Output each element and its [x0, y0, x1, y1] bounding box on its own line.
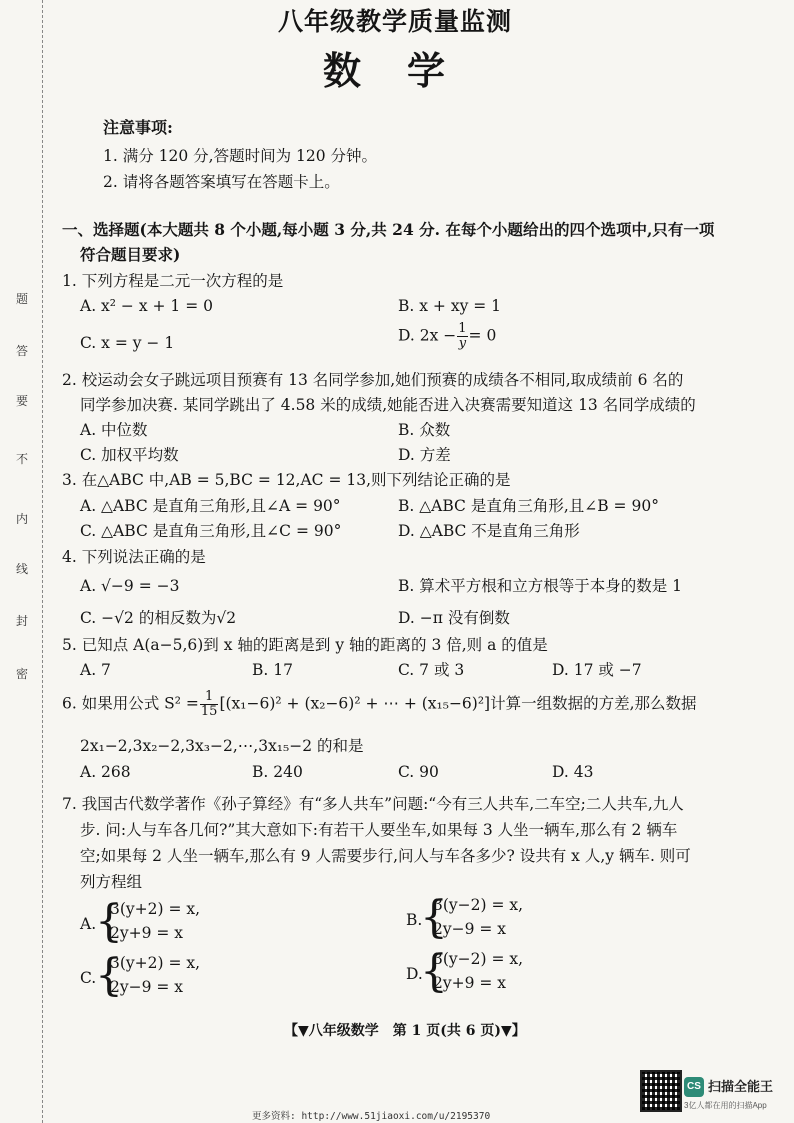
q7-option-c-eq1: 3(y+2) = x, [110, 954, 201, 972]
q2-line1: 2. 校运动会女子跳远项目预赛有 13 名同学参加,她们预赛的成绩各不相同,取成绩前 6 名的 [62, 371, 684, 389]
binding-char: 题 [15, 292, 28, 306]
qr-code-icon [640, 1070, 682, 1112]
section-heading: 一、选择题(本大题共 8 个小题,每小题 3 分,共 24 分. 在每个小题给出的四个选项中,只有一项 [62, 220, 715, 239]
q1-option-a: A. x² − x + 1 = 0 [80, 297, 213, 315]
binding-char: 要 [15, 394, 28, 408]
q3-option-a: A. △ABC 是直角三角形,且∠A = 90° [80, 497, 341, 515]
binding-char: 密 [15, 667, 28, 681]
q7-option-b-eq1: 3(y−2) = x, [433, 896, 524, 914]
camscanner-tagline: 3亿人都在用的扫描App [684, 1101, 767, 1110]
binding-char: 不 [15, 452, 28, 466]
q3-option-d: D. △ABC 不是直角三角形 [398, 522, 580, 540]
q7-option-b-label: B. [406, 911, 423, 929]
brace-icon: { [420, 946, 448, 997]
binding-char: 封 [15, 614, 28, 628]
fraction [457, 322, 467, 351]
q7-option-c-eq2: 2y−9 = x [110, 978, 184, 996]
q4-option-d: D. −π 没有倒数 [398, 609, 510, 627]
binding-char: 内 [15, 512, 28, 526]
q7-line4: 列方程组 [80, 873, 143, 891]
q5-stem: 5. 已知点 A(a−5,6)到 x 轴的距离是到 y 轴的距离的 3 倍,则 a 的值是 [62, 636, 548, 654]
q5-option-c: C. 7 或 3 [398, 661, 465, 679]
q7-line1: 7. 我国古代数学著作《孙子算经》有“多人共车”问题:“今有三人共车,二车空;二人共车,九人 [62, 795, 684, 813]
q4-option-c: C. −√2 的相反数为√2 [80, 609, 237, 627]
notes-heading: 注意事项: [103, 118, 173, 137]
q6-option-b: B. 240 [252, 763, 303, 781]
q6-pre: 6. 如果用公式 S² = [62, 694, 199, 713]
q7-option-b-eq2: 2y−9 = x [433, 920, 507, 938]
q1-option-d [398, 322, 496, 351]
page-footer: 【▼八年级数学 第 1 页(共 6 页)▼】 [284, 1023, 526, 1039]
brace-icon: { [95, 896, 123, 947]
q7-option-d-eq2: 2y+9 = x [433, 974, 507, 992]
more-resources-link[interactable]: 更多资料: http://www.51jiaoxi.com/u/2195370 [252, 1111, 491, 1122]
q5-option-d: D. 17 或 −7 [552, 661, 642, 679]
q2-option-b: B. 众数 [398, 421, 451, 439]
notes-item: 1. 满分 120 分,答题时间为 120 分钟。 [103, 147, 378, 165]
camscanner-name: 扫描全能王 [708, 1079, 774, 1094]
q2-option-a: A. 中位数 [80, 421, 148, 439]
fraction-num: 1 [458, 321, 467, 336]
q6-option-d: D. 43 [552, 763, 594, 781]
q2-option-c: C. 加权平均数 [80, 446, 179, 464]
q7-option-a-label: A. [80, 915, 97, 933]
q7-option-a-eq1: 3(y+2) = x, [110, 900, 201, 918]
q4-option-b: B. 算术平方根和立方根等于本身的数是 1 [398, 577, 683, 595]
q7-option-d-label: D. [406, 965, 423, 983]
subject-title: 数 学 [323, 48, 450, 93]
q1-d-post: = 0 [468, 326, 497, 345]
q1-d-pre: D. 2x − [398, 326, 457, 345]
notes-item: 2. 请将各题答案填写在答题卡上。 [103, 173, 340, 191]
q3-stem: 3. 在△ABC 中,AB = 5,BC = 12,AC = 13,则下列结论正确的是 [62, 471, 511, 489]
fraction-num: 1 [200, 690, 219, 705]
exam-title: 八年级教学质量监测 [278, 7, 513, 36]
binding-dashed-line [42, 0, 43, 1123]
q6-option-c: C. 90 [398, 763, 439, 781]
brace-icon: { [95, 950, 123, 1001]
section-heading-cont: 符合题目要求) [80, 245, 181, 264]
q1-option-c: C. x = y − 1 [80, 334, 175, 352]
q6-option-a: A. 268 [80, 763, 131, 781]
q2-line2: 同学参加决赛. 某同学跳出了 4.58 米的成绩,她能否进入决赛需要知道这 13 名同学成绩的 [80, 396, 696, 414]
binding-char: 答 [15, 344, 28, 358]
q1-stem: 1. 下列方程是二元一次方程的是 [62, 272, 284, 290]
q7-option-c-label: C. [80, 969, 97, 987]
binding-char: 线 [15, 562, 28, 576]
q4-option-a: A. √−9 = −3 [80, 577, 180, 595]
fraction-den: 15 [200, 704, 218, 719]
q6-post: [(x₁−6)² + (x₂−6)² + ⋯ + (x₁₅−6)²]计算一组数据的方差,那么数据 [219, 694, 697, 713]
q5-option-a: A. 7 [80, 661, 111, 679]
q5-option-b: B. 17 [252, 661, 293, 679]
q3-option-c: C. △ABC 是直角三角形,且∠C = 90° [80, 522, 342, 540]
q2-option-d: D. 方差 [398, 446, 451, 464]
q7-option-d-eq1: 3(y−2) = x, [433, 950, 524, 968]
q7-line2: 步. 问:人与车各几何?”其大意如下:有若干人要坐车,如果每 3 人坐一辆车,那么有 2 辆车 [80, 821, 678, 839]
q7-option-a-eq2: 2y+9 = x [110, 924, 184, 942]
q3-option-b: B. △ABC 是直角三角形,且∠B = 90° [398, 497, 659, 515]
fraction-den: y [458, 336, 467, 351]
q7-line3: 空;如果每 2 人坐一辆车,那么有 9 人需要步行,问人与车各多少? 设共有 x 人,y 辆车. 则可 [80, 847, 691, 865]
q6-line2: 2x₁−2,3x₂−2,3x₃−2,⋯,3x₁₅−2 的和是 [80, 737, 364, 755]
fraction [200, 690, 219, 719]
brace-icon: { [420, 892, 448, 943]
q4-stem: 4. 下列说法正确的是 [62, 548, 206, 566]
q6-stem [62, 690, 697, 719]
q1-option-b: B. x + xy = 1 [398, 297, 502, 315]
camscanner-logo-icon: CS [684, 1077, 704, 1097]
